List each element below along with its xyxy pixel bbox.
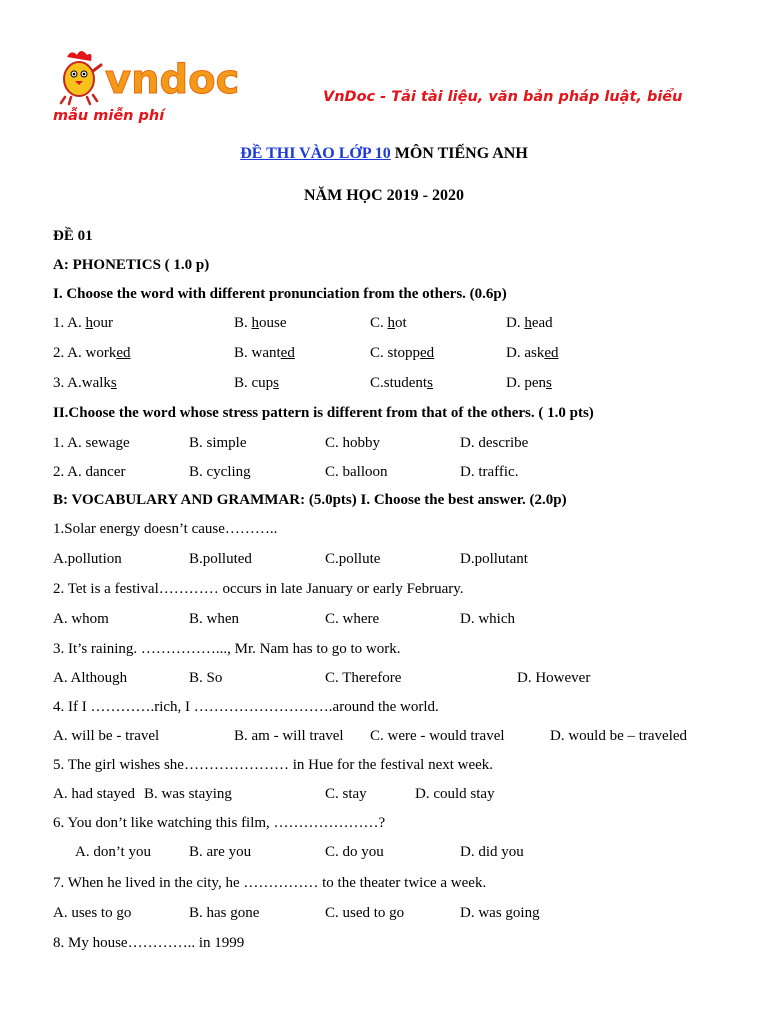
answer-option: B. was staying <box>144 786 232 802</box>
exam-title <box>0 146 768 162</box>
option-text: ead <box>531 315 553 331</box>
exam-code: ĐỀ 01 <box>53 228 93 244</box>
option-text: C. stopp <box>370 345 421 361</box>
answer-option: 1. A. sewage <box>53 435 130 451</box>
option-text: ouse <box>259 315 287 331</box>
underlined-sound: ed <box>116 345 131 361</box>
site-tagline: VnDoc - Tải tài liệu, văn bản pháp luật, biểu <box>323 89 683 105</box>
answer-option: B.polluted <box>189 551 252 567</box>
answer-option: C. where <box>325 611 380 627</box>
question-text: 2. Tet is a festival………… occurs in late January or early February. <box>53 581 464 597</box>
underlined-sound: h <box>251 315 260 331</box>
answer-option <box>53 376 117 391</box>
answer-option: D. did you <box>460 844 524 860</box>
option-text: D. ask <box>506 345 545 361</box>
answer-option <box>234 376 279 391</box>
underlined-sound: h <box>524 315 532 331</box>
logo-wordmark: vndoc <box>105 57 240 103</box>
option-text: B. cup <box>234 375 274 391</box>
answer-option <box>506 316 553 331</box>
option-text: 1. A. <box>53 315 86 331</box>
underlined-sound: ed <box>280 345 295 361</box>
vndoc-logo <box>57 47 262 107</box>
answer-option: D. would be – traveled <box>550 728 688 744</box>
answer-option: C. hobby <box>325 435 381 451</box>
option-text: C.student <box>370 375 428 391</box>
section-a-heading: A: PHONETICS ( 1.0 p) <box>53 257 210 273</box>
underlined-sound: s <box>427 375 433 391</box>
answer-option <box>370 346 434 361</box>
answer-option: D. describe <box>460 435 529 451</box>
answer-option: A. uses to go <box>53 905 132 921</box>
answer-option: A. whom <box>53 611 109 627</box>
answer-option: D. However <box>517 670 591 686</box>
option-text: B. want <box>234 345 281 361</box>
answer-option <box>370 316 407 331</box>
answer-option: B. are you <box>189 844 252 860</box>
answer-option: B. when <box>189 611 239 627</box>
answer-option: A. don’t you <box>75 844 151 860</box>
underlined-sound: s <box>110 375 117 391</box>
answer-option: B. am - will travel <box>234 728 344 744</box>
chick-mascot-icon <box>57 47 262 107</box>
answer-option: A. Although <box>53 670 128 686</box>
answer-option <box>506 346 559 361</box>
underlined-sound: h <box>85 315 94 331</box>
answer-option <box>234 346 295 361</box>
part1-instruction: I. Choose the word with different pronunciation from the others. (0.6p) <box>53 286 507 302</box>
answer-option: B. So <box>189 670 223 686</box>
question-text: 8. My house………….. in 1999 <box>53 935 245 951</box>
answer-option: A. had stayed <box>53 786 136 802</box>
answer-option: C. used to go <box>325 905 405 921</box>
option-text: B. <box>234 315 252 331</box>
answer-option: A.pollution <box>53 551 122 567</box>
underlined-sound: ed <box>544 345 559 361</box>
option-text: ot <box>395 315 407 331</box>
section-b-heading: B: VOCABULARY AND GRAMMAR: (5.0pts) I. Choose the best answer. (2.0p) <box>53 492 567 508</box>
option-text: 2. A. work <box>53 345 117 361</box>
question-text: 4. If I ………….rich, I ……………………….around the world. <box>53 699 439 715</box>
question-text: 7. When he lived in the city, he …………… to the theater twice a week. <box>53 875 487 891</box>
answer-option: C.pollute <box>325 551 381 567</box>
answer-option: D. could stay <box>415 786 495 802</box>
answer-option <box>53 346 131 361</box>
option-text: our <box>93 315 114 331</box>
underlined-sound: ed <box>420 345 435 361</box>
answer-option: D.pollutant <box>460 551 528 567</box>
answer-option: C. stay <box>325 786 367 802</box>
answer-option: B. cycling <box>189 464 251 480</box>
part2-instruction: II.Choose the word whose stress pattern is different from that of the others. ( 1.0 pts) <box>53 405 594 421</box>
school-year: NĂM HỌC 2019 - 2020 <box>304 187 464 204</box>
answer-option: D. traffic. <box>460 464 519 480</box>
site-tagline-continued: mẫu miễn phí <box>53 108 165 124</box>
underlined-sound: h <box>387 315 396 331</box>
answer-option: C. Therefore <box>325 670 402 686</box>
exam-title-subject: MÔN TIẾNG ANH <box>390 145 528 162</box>
option-text: C. <box>370 315 388 331</box>
answer-option: 2. A. dancer <box>53 464 126 480</box>
answer-option: C. do you <box>325 844 384 860</box>
option-text: D. pen <box>506 375 546 391</box>
answer-option <box>506 376 552 391</box>
option-text: 3. A.walk <box>53 375 111 391</box>
underlined-sound: s <box>546 375 552 391</box>
underlined-sound: s <box>273 375 280 391</box>
answer-option <box>53 316 113 331</box>
question-text: 5. The girl wishes she………………… in Hue for the festival next week. <box>53 757 494 773</box>
answer-option: C. balloon <box>325 464 388 480</box>
answer-option: D. which <box>460 611 515 627</box>
answer-option <box>370 376 433 391</box>
answer-option: D. was going <box>460 905 540 921</box>
answer-option <box>234 316 287 331</box>
question-text: 3. It’s raining. ……………..., Mr. Nam has to go to work. <box>53 641 401 657</box>
answer-option: B. simple <box>189 435 247 451</box>
exam-title-link[interactable]: ĐỀ THI VÀO LỚP 10 <box>240 145 391 162</box>
question-text: 6. You don’t like watching this film, …………………? <box>53 815 386 831</box>
question-text: 1.Solar energy doesn’t cause……….. <box>53 521 278 537</box>
answer-option: C. were - would travel <box>370 728 505 744</box>
option-text: D. <box>506 315 525 331</box>
answer-option: A. will be - travel <box>53 728 160 744</box>
answer-option: B. has gone <box>189 905 260 921</box>
